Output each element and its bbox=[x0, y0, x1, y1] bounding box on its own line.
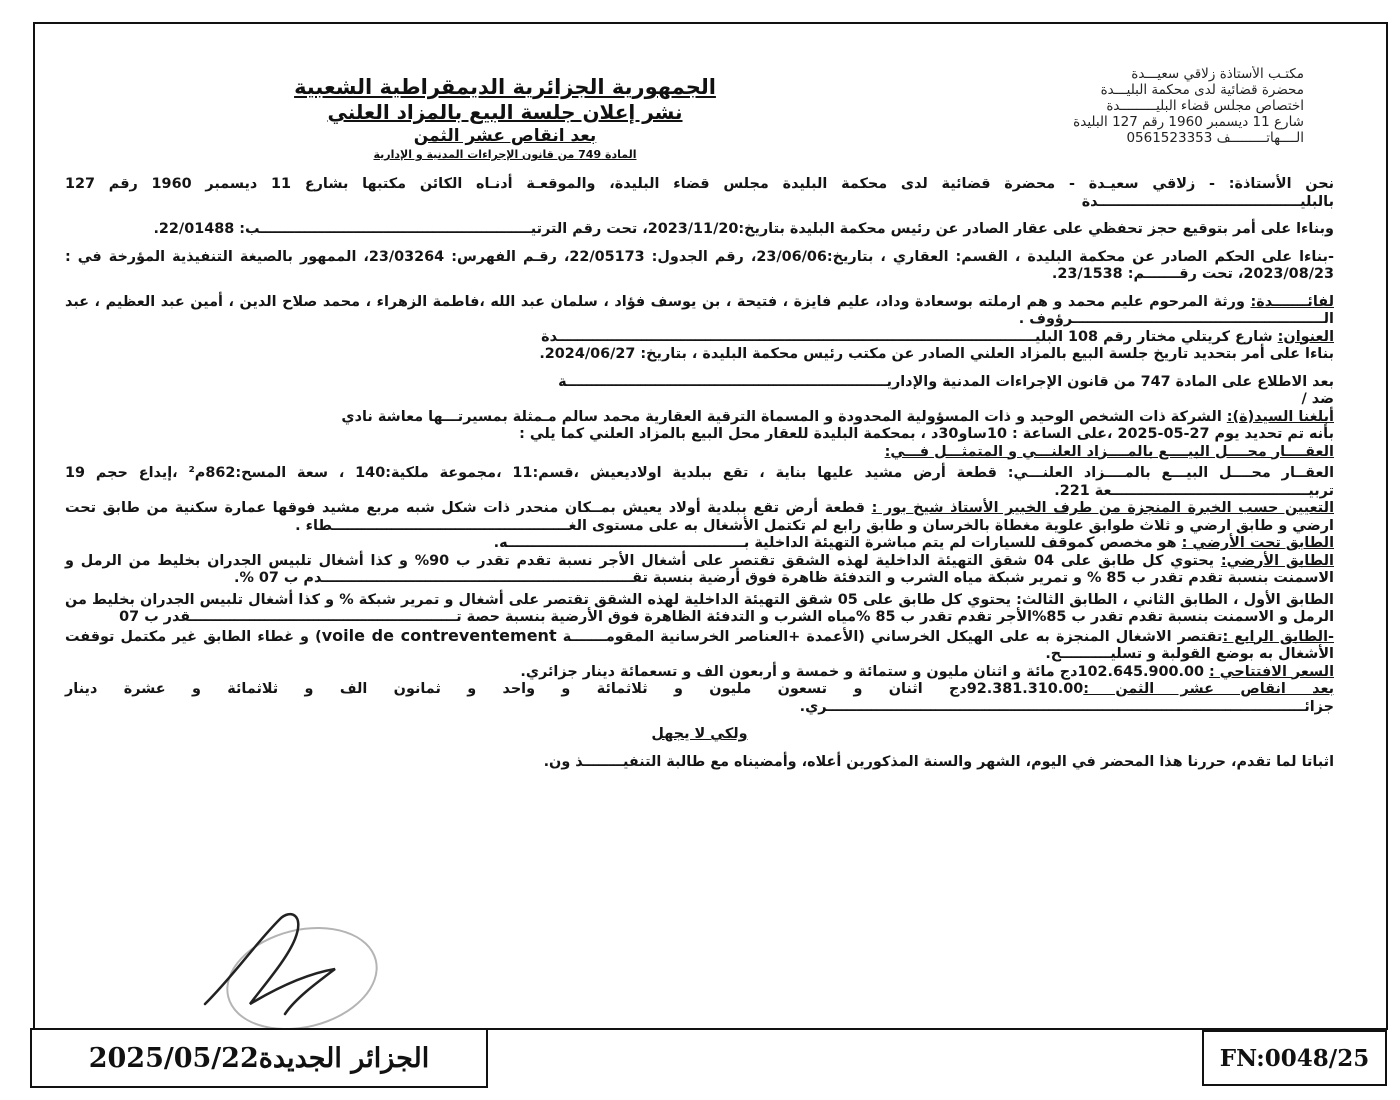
property-description-paragraph: العقــار محــــل البيـــع بالمــــزاد العلنـــي: قطعة أرض مشيد عليها بناية ، تقع ببلدية اولاديعيش ،قسم:11 ،مجموعة ملكية:140 ، سعة المسح:862م² ،إيداع حجم 19 تربيــــــــــــــــــــــــــــــــــــــــعة 221. bbox=[65, 465, 1335, 499]
beneficiaries-paragraph bbox=[65, 294, 1334, 329]
address-label: العنوان: bbox=[1277, 328, 1334, 345]
property-heading: العقــــار محــــل البيــــع بالمــــزاد العلنـــي و المتمثـــل فـــي: bbox=[884, 443, 1334, 460]
address-text: شارع كريتلي مختار رقم 108 البليـــــــــــــــــــــــــــــــــــــــــــــــــــــــــــــــــــــــــــــــــــــــــــــــــدة bbox=[541, 328, 1278, 345]
office-line: الــــهاتـــــــــف 0561523353 bbox=[1126, 130, 1304, 146]
expert-designation-label: التعيين حسب الخبرة المنجزة من طرف الخبير الأستاذ شيخ بور : bbox=[871, 500, 1335, 516]
seizure-order-paragraph: وبناءا على أمر بتوقيع حجز تحفظي على عقار الصادر عن رئيس محكمة البليدة بتاريخ:2023/11/20، تحت رقم الترتيـــــــــــــــــــــــــــــــــــــــــــــــــــــــب: 22/01488. bbox=[153, 221, 1334, 237]
fourth-floor-latin-term: voile de contreventement bbox=[321, 625, 557, 645]
opening-price-text: 102.645.900.00دج مائة و اثنان مليون و ستمائة و خمسة و أربعون الف و تسعمائة دينار جزائري. bbox=[520, 663, 1210, 680]
article-747-paragraph: بعد الاطلاع على المادة 747 من قانون الإجراءات المدنية والإداريـــــــــــــــــــــــــــــــــــــــــــــــــــــــــــــــــة bbox=[558, 373, 1334, 390]
document-page bbox=[33, 22, 1388, 1030]
against-line: ضد / bbox=[1301, 391, 1334, 407]
notice-closing-phrase: ولكي لا يجهل bbox=[651, 726, 748, 742]
beneficiaries-text: ورثة المرحوم عليم محمد و هم ارملته بوسعادة وداد، عليم فايزة ، فتيحة ، بن يوسف فؤاد ، سلمان عبد الله ،فاطمة الزهراء ، محمد صلاح الدين ، أمين عبد العظيم ، عبد الـــــــــــــــــــــــــــــــــــــــــــــــــــرؤوف . bbox=[65, 293, 1334, 327]
file-number: FN:0048/25 bbox=[1219, 1044, 1370, 1072]
basement-text: هو مخصص كموقف للسيارات لم يتم مباشرة التهيئة الداخلية بــــــــــــــــــــــــــــــــــــــــــــــــه. bbox=[493, 535, 1182, 551]
auction-date-paragraph: بأنه تم تحديد يوم 27-05-2025 ،على الساعة : 10ساو30د ، بمحكمة البليدة للعقار محل البيع بالمزاد العلني كما يلي : bbox=[519, 426, 1334, 442]
basement-label: الطابق تحت الأرضي : bbox=[1181, 535, 1334, 551]
legal-article-reference: المادة 749 من قانون الإجراءات المدنية و الإدارية bbox=[373, 148, 637, 161]
ground-floor-label: الطابق الأرضي: bbox=[1220, 552, 1334, 569]
attestation-paragraph: اثباتا لما تقدم، حررنا هذا المحضر في اليوم، الشهر والسنة المذكورين أعلاه، وأمضيناه مع طالبة التنفيــــــــذ ون. bbox=[543, 753, 1334, 770]
upper-floors-paragraph: الطابق الأول ، الطابق الثاني ، الطابق الثالث: يحتوي كل طابق على 05 شقق التهيئة الداخلية لهذه الشقق تقتصر على أشغال و تمرير شبكة % و كذا أشغال تلبيس الجدران بخليط من الرمل و الاسمنت بنسبة تقدم تقدر ب 85%الأجر تقدم تقدر ب 85 %مياه الشرب و التدفئة الظاهرة فوق الأرضية بنسبة حصة تــــــــــــــــــــــــــــــــــــــــــــــــــــــقدر ب 07 bbox=[65, 591, 1334, 625]
bailiff-intro-paragraph: نحن الأستاذة: - زلاقي سعيـدة - محضرة قضائية لدى محكمة البليدة مجلس قضاء البليدة، والموقعـة أدنـاه الكائن مكتبها بشارع 11 ديسمبر 1960 رقم 127 بالبليـــــــــــــــــــــــــــــــــــــــــدة bbox=[65, 176, 1334, 210]
office-line: شارع 11 ديسمبر 1960 رقم 127 البليدة bbox=[1073, 114, 1304, 130]
judgment-paragraph: -بناءا على الحكم الصادر عن محكمة البليدة ، القسم: العقاري ، بتاريخ:23/06/06، رقم الجدول: 22/05173، رقـم الفهرس: 23/03264، الممهور بالصيغة التنفيذية المؤرخة في : 2023/08/23، تحت رقـــــــم: 23/1538. bbox=[65, 248, 1335, 282]
address-paragraph bbox=[65, 329, 1334, 347]
notified-party-paragraph bbox=[65, 409, 1334, 427]
bailiff-office-block bbox=[944, 66, 1304, 146]
notice-subtitle: بعد انقاص عشر الثمن bbox=[413, 126, 597, 146]
opening-price-label: السعر الافتتاحي : bbox=[1209, 663, 1334, 680]
notified-party-label: أبلغنا السيد(ة): bbox=[1226, 408, 1334, 425]
beneficiaries-label: لفائـــــــدة: bbox=[1250, 293, 1334, 310]
reduced-price-text: 92.381.310.00دج اثنان و تسعون مليون و ثلاثمائة و واحد و ثمانون الف و ثلاثمائة و عشرة دينار جزائـــــــــــــــــــــــــــــــــــــــــــــــــــــــــــــــــــــــــــــــــــــــــــــــــري. bbox=[65, 681, 1334, 715]
fourth-floor-text-end: ) و غطاء الطابق غير مكتمل توقفت الأشغال به بوضع القولبة و تسليــــــــــح. bbox=[65, 628, 1334, 662]
fourth-floor-text: تقتصر الاشغال المنجزة به على الهيكل الخرساني (الأعمدة +العناصر الخرسانية المقومـــــــة bbox=[562, 628, 1223, 645]
republic-title: الجمهورية الجزائرية الديمقراطية الشعبية bbox=[294, 75, 716, 99]
notified-party-text: الشركة ذات الشخص الوحيد و ذات المسؤولية المحدودة و المسماة الترقية العقارية محمد سالم مـمثلة بمسيرتـــها معاشة نادي bbox=[341, 408, 1227, 425]
reduced-price-paragraph bbox=[65, 681, 1334, 716]
expert-designation-paragraph bbox=[65, 500, 1334, 535]
office-line: اختصاص مجلس قضاء البليـــــــــدة bbox=[1106, 98, 1304, 114]
basement-paragraph bbox=[65, 535, 1334, 553]
signature-icon bbox=[195, 904, 355, 1024]
opening-price-paragraph bbox=[65, 664, 1334, 682]
document-header bbox=[225, 74, 785, 163]
ground-floor-paragraph bbox=[65, 553, 1334, 588]
notice-title: نشر إعلان جلسة البيع بالمزاد العلني bbox=[327, 100, 683, 124]
office-line: محضرة قضائية لدى محكمة البليـــدة bbox=[1100, 82, 1304, 98]
office-line: مكتـب الأستاذة زلاقي سعيـــدة bbox=[1131, 66, 1304, 82]
notice-body bbox=[65, 176, 1334, 771]
ground-floor-text: يحتوي كل طابق على 04 شقق التهيئة الداخلية لهذه الشقق تقتصر على أشغال الأجر نسبة تقدم تقدر ب 90% و كذا أشغال تلبيس الجدران بخليط من الرمل و الاسمنت بنسبة تقدم تقدر ب 85 % و تمرير شبكة مياه الشرب و التدفئة ظاهرة فوق أرضية بنسبة تقـــــــــــــــــــــــــــــــــــــــــــــــــــــــــــــــدم ب 07 %. bbox=[65, 552, 1334, 586]
newspaper-date-box bbox=[30, 1028, 488, 1088]
expert-designation-text: قطعة أرض تقع ببلدية أولاد يعيش بمــكان منحدر ذات شكل شبه مربع مشيد فوقها عمارة سكنية من طابق تحت ارضي و طابق ارضي و ثلاث طوابق علوية مغطاة بالخرسان و طابق رابع لم تكتمل الأشغال به على مستوى الغــــــــــــــــــــــــــــــــــــــــــــــــطاء . bbox=[65, 500, 1334, 534]
hearing-date-order-paragraph: بناءا على أمر بتحديد تاريخ جلسة البيع بالمزاد العلني الصادر عن مكتب رئيس محكمة البليدة ، بتاريخ: 2024/06/27. bbox=[539, 346, 1334, 362]
newspaper-date: الجزائر الجديدة2025/05/22 bbox=[88, 1042, 430, 1074]
reduced-price-label: بعد انقاص عشر الثمن : bbox=[1083, 681, 1334, 697]
fourth-floor-paragraph bbox=[65, 627, 1334, 664]
file-number-box bbox=[1202, 1030, 1387, 1086]
fourth-floor-label: -الطابق الرابع : bbox=[1222, 628, 1334, 645]
